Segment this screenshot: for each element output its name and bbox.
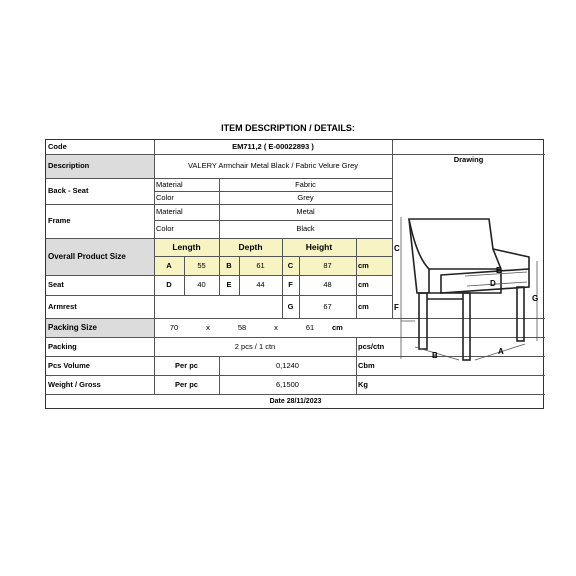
seat-label: Seat <box>48 280 64 290</box>
armrest-label: Armrest <box>48 301 77 311</box>
armchair-drawing <box>389 209 544 364</box>
frame-label: Frame <box>48 216 71 226</box>
dim-c-value: 87 <box>323 260 332 270</box>
code-label: Code <box>48 142 67 152</box>
dim-b-letter: B <box>226 260 232 270</box>
date-footer: Date 28/11/2023 <box>269 398 322 405</box>
frame-color-value: Black <box>296 224 315 234</box>
packing-label: Packing <box>48 341 77 351</box>
dim-f-letter: F <box>288 280 293 290</box>
diagram-label-g: G <box>532 294 539 303</box>
back-seat-color-label: Color <box>156 192 174 202</box>
volume-label: Pcs Volume <box>48 360 90 370</box>
weight-per: Per pc <box>175 379 198 389</box>
drawing-label: Drawing <box>453 155 484 165</box>
dim-a-letter: A <box>166 260 172 270</box>
weight-unit: Kg <box>358 379 368 389</box>
diagram-label-e: E <box>496 266 502 275</box>
volume-per: Per pc <box>175 360 198 370</box>
dim-b-value: 61 <box>256 260 265 270</box>
height-header: Height <box>305 241 333 252</box>
frame-color-label: Color <box>156 224 174 234</box>
overall-size-label: Overall Product Size <box>48 251 126 261</box>
weight-value: 6,1500 <box>276 379 299 389</box>
frame-material-label: Material <box>156 207 183 217</box>
description-label: Description <box>48 161 90 171</box>
diagram-label-c: C <box>394 244 400 253</box>
dim-g-value: 67 <box>323 301 332 311</box>
overall-unit: cm <box>358 260 369 270</box>
packing-height: 61 <box>305 322 315 332</box>
frame-material-value: Metal <box>296 207 315 217</box>
dim-g-letter: G <box>287 301 294 311</box>
diagram-label-f: F <box>394 303 399 312</box>
packing-x-2: x <box>274 322 278 332</box>
back-seat-color-value: Grey <box>297 192 314 202</box>
armrest-unit: cm <box>358 301 369 311</box>
packing-size-label: Packing Size <box>48 322 97 332</box>
dim-f-value: 48 <box>323 280 332 290</box>
packing-size-unit: cm <box>332 322 343 332</box>
diagram-label-b: B <box>432 351 438 360</box>
length-header: Length <box>172 241 201 252</box>
packing-width: 58 <box>237 322 247 332</box>
diagram-label-d: D <box>490 279 496 288</box>
seat-unit: cm <box>358 280 369 290</box>
back-seat-material-value: Fabric <box>295 179 316 189</box>
back-seat-material-label: Material <box>156 179 183 189</box>
packing-value: 2 pcs / 1 ctn <box>234 341 276 351</box>
description-value: VALERY Armchair Metal Black / Fabric Velure Grey <box>187 161 359 171</box>
diagram-label-a: A <box>498 347 504 356</box>
volume-value: 0,1240 <box>276 360 299 370</box>
dim-d-value: 40 <box>197 280 206 290</box>
code-value: EM711,2 ( E-00022893 ) <box>232 142 314 152</box>
page-title: ITEM DESCRIPTION / DETAILS: <box>221 123 355 133</box>
back-seat-label: Back - Seat <box>48 186 89 196</box>
dim-d-letter: D <box>166 280 172 290</box>
dim-e-value: 44 <box>256 280 265 290</box>
depth-header: Depth <box>238 241 263 252</box>
weight-label: Weight / Gross <box>48 379 101 389</box>
dim-a-value: 55 <box>197 260 206 270</box>
packing-length: 70 <box>169 322 179 332</box>
packing-x-1: x <box>206 322 210 332</box>
volume-unit: Cbm <box>358 360 375 370</box>
dim-c-letter: C <box>287 260 294 270</box>
packing-unit: pcs/ctn <box>358 341 385 351</box>
dim-e-letter: E <box>226 280 232 290</box>
